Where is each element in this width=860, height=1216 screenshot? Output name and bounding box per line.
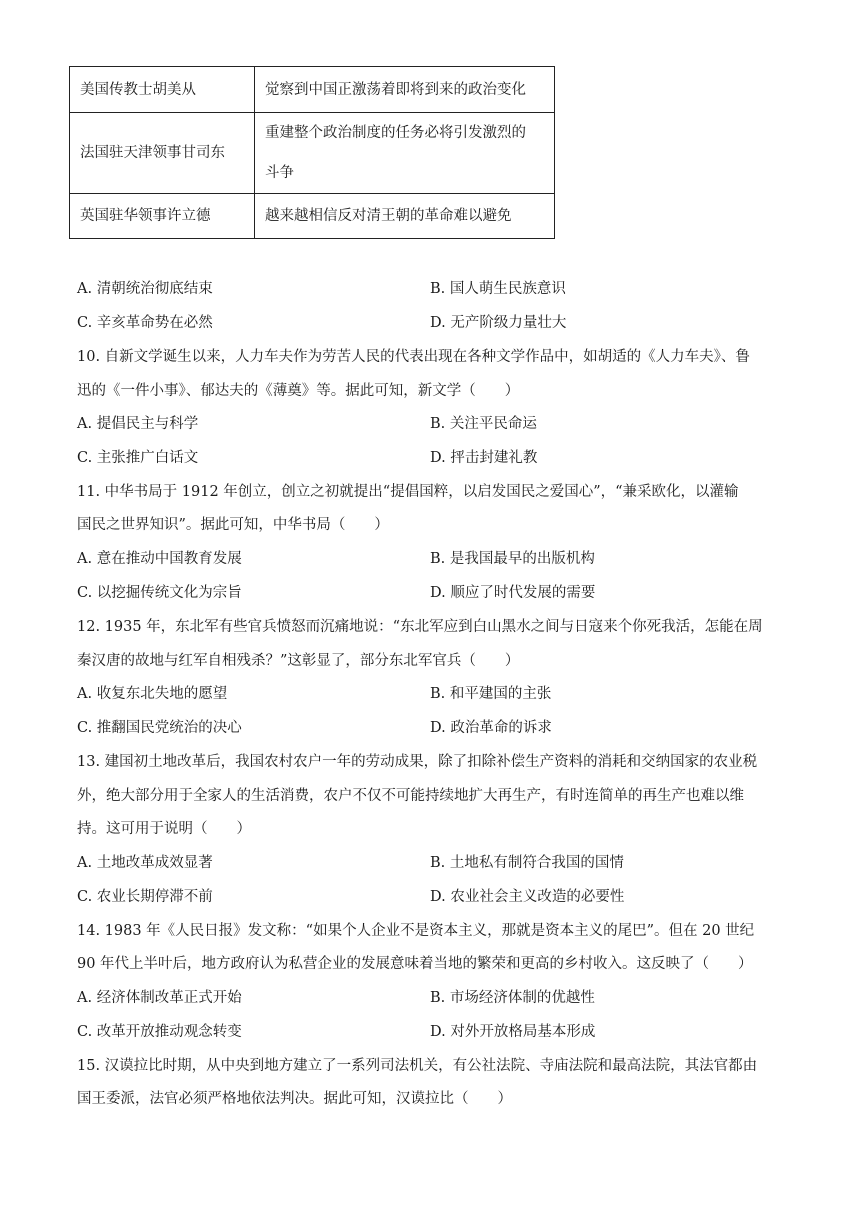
q12-option-d: D. 政治革命的诉求	[430, 720, 552, 736]
table-cell-view: 觉察到中国正激荡着即将到来的政治变化	[255, 67, 555, 113]
table-row	[70, 113, 555, 194]
q11-stem-line: 国民之世界知识”。据此可知，中华书局（ ）	[77, 517, 389, 533]
q11-option-a: A. 意在推动中国教育发展	[77, 551, 242, 567]
q13-stem-line: 外，绝大部分用于全家人的生活消费，农户不仅不可能持续地扩大再生产，有时连简单的再生产也难以维	[77, 788, 744, 804]
q13-option-d: D. 农业社会主义改造的必要性	[430, 889, 625, 905]
q10-option-c: C. 主张推广白话文	[77, 450, 199, 466]
table-cell-view: 重建整个政治制度的任务必将引发激烈的斗争	[255, 113, 555, 194]
q12-stem-line: 12. 1935 年，东北军有些官兵愤怒而沉痛地说：“东北军应到白山黑水之间与日寇来个你死我活，怎能在周	[77, 619, 763, 635]
q11-stem-line: 11. 中华书局于 1912 年创立，创立之初就提出“提倡国粹，以启发国民之爱国心”，“兼采欧化，以灌输	[77, 484, 739, 500]
table-cell-person: 法国驻天津领事甘司东	[70, 113, 255, 194]
q12-option-b: B. 和平建国的主张	[430, 686, 552, 702]
q14-option-b: B. 市场经济体制的优越性	[430, 990, 595, 1006]
q11-option-d: D. 顺应了时代发展的需要	[430, 585, 596, 601]
q10-stem-line: 10. 自新文学诞生以来，人力车夫作为劳苦人民的代表出现在各种文学作品中，如胡适的《人力车夫》、鲁	[77, 349, 750, 365]
q9-option-d: D. 无产阶级力量壮大	[430, 315, 567, 331]
q14-option-a: A. 经济体制改革正式开始	[77, 990, 242, 1006]
q10-stem-line: 迅的《一件小事》、郁达夫的《薄奠》等。据此可知，新文学（ ）	[77, 383, 520, 399]
q13-option-c: C. 农业长期停滞不前	[77, 889, 213, 905]
table-row	[70, 194, 555, 239]
q13-stem-line: 13. 建国初土地改革后，我国农村农户一年的劳动成果，除了扣除补偿生产资料的消耗和交纳国家的农业税	[77, 754, 758, 770]
q9-option-a: A. 清朝统治彻底结束	[77, 281, 213, 297]
q13-stem-line: 持。这可用于说明（ ）	[77, 821, 251, 837]
q12-option-c: C. 推翻国民党统治的决心	[77, 720, 242, 736]
table-cell-view: 越来越相信反对清王朝的革命难以避免	[255, 194, 555, 239]
q12-option-a: A. 收复东北失地的愿望	[77, 686, 228, 702]
q13-option-a: A. 土地改革成效显著	[77, 855, 213, 871]
q11-option-b: B. 是我国最早的出版机构	[430, 551, 595, 567]
q13-option-b: B. 土地私有制符合我国的国情	[430, 855, 624, 871]
q15-stem-line: 15. 汉谟拉比时期，从中央到地方建立了一系列司法机关，有公社法院、寺庙法院和最高法院，其法官都由	[77, 1058, 758, 1074]
table-cell-person: 英国驻华领事许立德	[70, 194, 255, 239]
q9-option-c: C. 辛亥革命势在必然	[77, 315, 213, 331]
q14-stem-line: 14. 1983 年《人民日报》发文称：“如果个人企业不是资本主义，那就是资本主义的尾巴”。但在 20 世纪	[77, 923, 755, 939]
q10-option-a: A. 提倡民主与科学	[77, 416, 199, 432]
q14-option-c: C. 改革开放推动观念转变	[77, 1024, 242, 1040]
quote-table	[69, 66, 555, 239]
q15-stem-line: 国王委派，法官必须严格地依法判决。据此可知，汉谟拉比（ ）	[77, 1091, 512, 1107]
q11-option-c: C. 以挖掘传统文化为宗旨	[77, 585, 242, 601]
q14-stem-line: 90 年代上半叶后，地方政府认为私营企业的发展意味着当地的繁荣和更高的乡村收入。这反映了（ ）	[77, 956, 753, 972]
q14-option-d: D. 对外开放格局基本形成	[430, 1024, 596, 1040]
table-cell-person: 美国传教士胡美从	[70, 67, 255, 113]
q12-stem-line: 秦汉唐的故地与红军自相残杀？”这彰显了，部分东北军官兵（ ）	[77, 653, 520, 669]
table-row	[70, 67, 555, 113]
q10-option-d: D. 抨击封建礼教	[430, 450, 538, 466]
q9-option-b: B. 国人萌生民族意识	[430, 281, 566, 297]
q10-option-b: B. 关注平民命运	[430, 416, 537, 432]
